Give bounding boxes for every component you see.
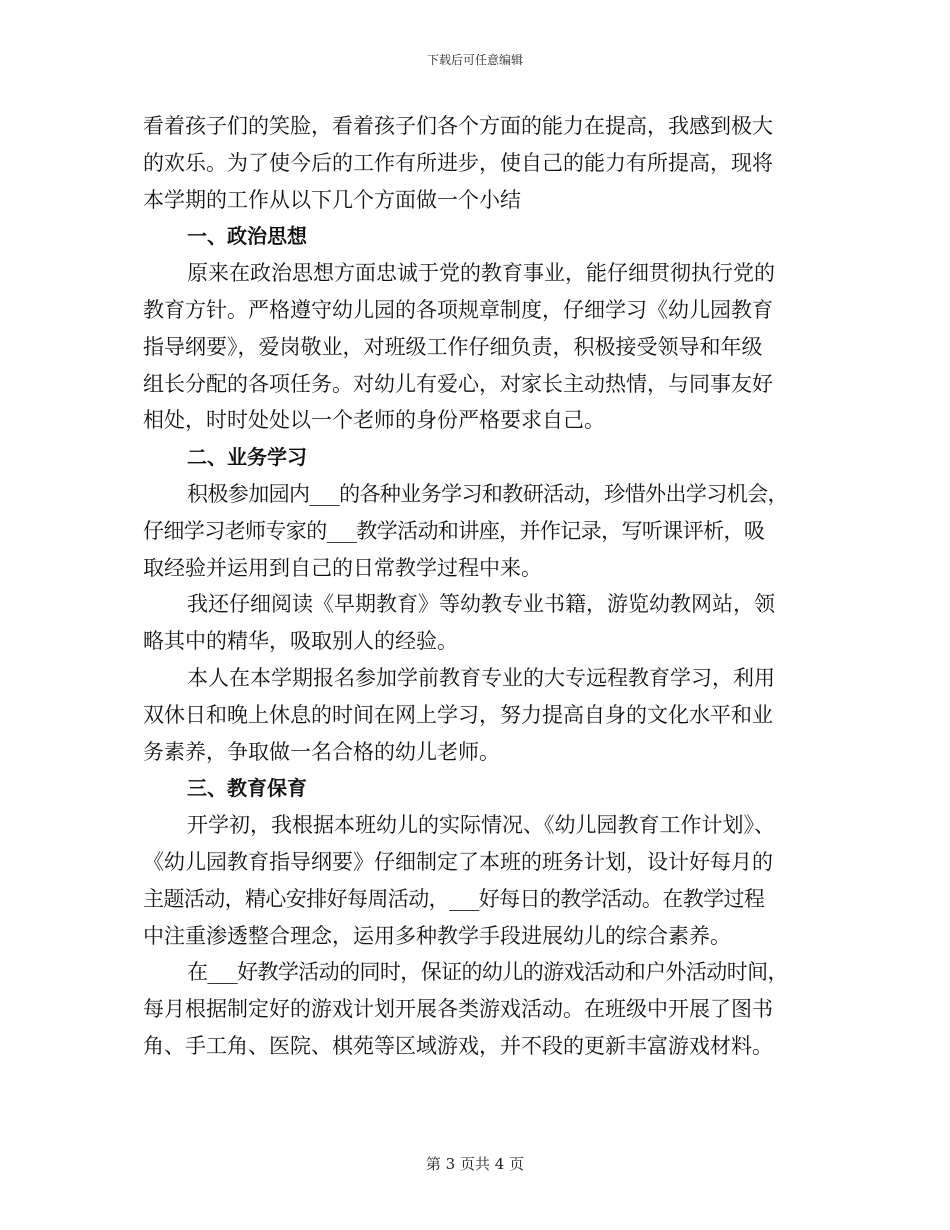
page-header: 下载后可任意编辑 xyxy=(426,53,523,67)
section-heading-business-study: 二、业务学习 xyxy=(187,445,307,470)
section-heading-politics: 一、政治思想 xyxy=(187,224,307,249)
text-line: 积极参加园内___的各种业务学习和教研活动，珍惜外出学习机会， xyxy=(187,481,788,506)
page-footer: 第 3 页共 4 页 xyxy=(425,1155,525,1173)
text-line: 每月根据制定好的游戏计划开展各类游戏活动。在班级中开展了图书 xyxy=(143,997,773,1022)
text-line: 相处，时时处处以一个老师的身份严格要求自己。 xyxy=(143,408,605,433)
text-line: 的欢乐。为了使今后的工作有所进步，使自己的能力有所提高，现将 xyxy=(143,150,773,175)
text-line: 双休日和晚上休息的时间在网上学习，努力提高自身的文化水平和业 xyxy=(143,702,773,727)
text-line: 看着孩子们的笑脸，看着孩子们各个方面的能力在提高，我感到极大 xyxy=(143,114,773,138)
text-line: 原来在政治思想方面忠诚于党的教育事业，能仔细贯彻执行党的 xyxy=(187,261,775,286)
text-line: 略其中的精华，吸取别人的经验。 xyxy=(143,629,458,654)
text-line: 组长分配的各项任务。对幼儿有爱心，对家长主动热情，与同事友好 xyxy=(143,371,773,396)
text-line: 在___好教学活动的同时，保证的幼儿的游戏活动和户外活动时间， xyxy=(187,960,788,985)
text-line: 指导纲要》，爱岗敬业，对班级工作仔细负责，积极接受领导和年级 xyxy=(143,334,763,359)
text-line: 主题活动，精心安排好每周活动，___好每日的教学活动。在教学过程 xyxy=(143,886,765,911)
text-line: 角、手工角、医院、棋苑等区域游戏，并不段的更新丰富游戏材料。 xyxy=(143,1033,773,1058)
text-line: 本学期的工作从以下几个方面做一个小结 xyxy=(143,187,521,212)
text-line: 仔细学习老师专家的___教学活动和讲座，并作记录，写听课评析，吸 xyxy=(143,518,765,543)
document-body xyxy=(143,108,807,1065)
section-heading-education-care: 三、教育保育 xyxy=(187,776,307,801)
text-line: 务素养，争取做一名合格的幼儿老师。 xyxy=(143,739,500,764)
text-line: 《幼儿园教育指导纲要》仔细制定了本班的班务计划，设计好每月的 xyxy=(143,849,773,874)
text-line: 本人在本学期报名参加学前教育专业的大专远程教育学习，利用 xyxy=(187,665,775,690)
text-line: 取经验并运用到自己的日常教学过程中来。 xyxy=(143,555,542,580)
text-line: 开学初，我根据本班幼儿的实际情况、《幼儿园教育工作计划》、 xyxy=(187,813,775,838)
text-line: 我还仔细阅读《早期教育》等幼教专业书籍，游览幼教网站，领 xyxy=(187,592,775,617)
text-line: 中注重渗透整合理念，运用多种教学手段进展幼儿的综合素养。 xyxy=(143,923,731,948)
text-line: 教育方针。严格遵守幼儿园的各项规章制度，仔细学习《幼儿园教育 xyxy=(143,297,773,322)
